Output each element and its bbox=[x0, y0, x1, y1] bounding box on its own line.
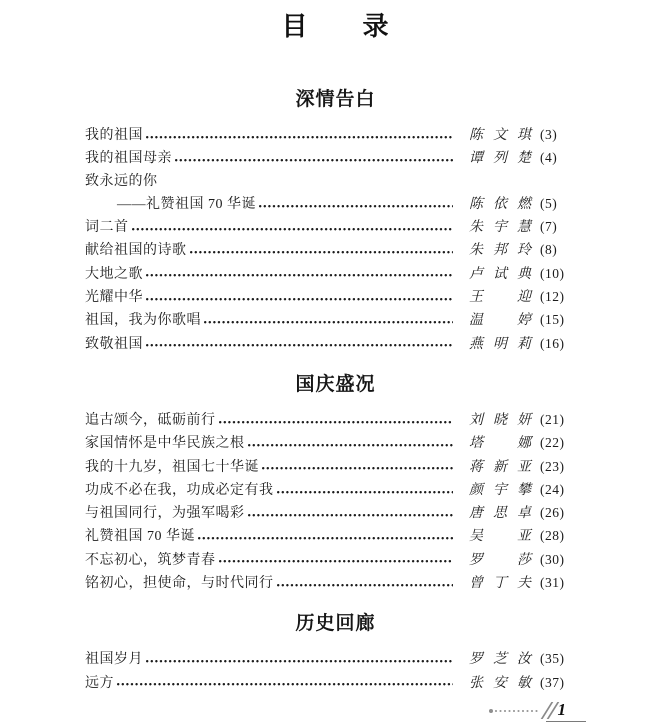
toc-entry bbox=[85, 171, 586, 193]
entry-page-number: (37) bbox=[540, 674, 565, 690]
entry-page-number: (3) bbox=[540, 127, 558, 142]
entry-author: 温婷 bbox=[469, 313, 531, 329]
dot-leader bbox=[204, 314, 453, 328]
toc-entry bbox=[85, 432, 586, 455]
toc-entry bbox=[85, 216, 586, 239]
entry-page-number: (21) bbox=[540, 411, 565, 427]
dot-leader bbox=[248, 507, 454, 521]
toc-entry bbox=[85, 549, 586, 572]
entry-title: 家国情怀是中华民族之根 bbox=[85, 436, 245, 452]
dot-leader bbox=[146, 653, 453, 667]
toc-entry bbox=[85, 263, 586, 286]
page-title: 目 录 bbox=[281, 12, 390, 41]
entry-title: 大地之歌 bbox=[85, 266, 143, 282]
entry-title: 光耀中华 bbox=[85, 290, 143, 306]
entry-title: 礼赞祖国 70 华诞 bbox=[85, 529, 195, 545]
toc-entry bbox=[85, 672, 586, 695]
entry-page-number: (28) bbox=[540, 528, 565, 544]
toc-section bbox=[85, 88, 586, 356]
footer-dotted-line bbox=[495, 709, 539, 713]
dot-leader bbox=[146, 267, 453, 281]
dot-leader bbox=[198, 530, 453, 544]
toc-entry bbox=[85, 648, 586, 671]
entry-author: 吴亚 bbox=[469, 529, 531, 545]
dot-leader bbox=[132, 221, 454, 235]
entry-page-number: (8) bbox=[540, 242, 558, 258]
footer-dot-icon bbox=[489, 709, 493, 713]
toc-entry bbox=[85, 193, 586, 216]
entry-author: 蒋新亚 bbox=[469, 459, 531, 475]
entry-title: 我的祖国母亲 bbox=[85, 151, 172, 167]
toc-entry bbox=[85, 479, 586, 502]
dot-leader bbox=[219, 553, 454, 567]
entry-page-number: (5) bbox=[540, 195, 558, 211]
toc-entry bbox=[85, 147, 586, 170]
entry-title: 与祖国同行，为强军喝彩 bbox=[85, 506, 245, 522]
folio-page-number: 1 bbox=[546, 700, 587, 722]
entry-author: 陈依燃 bbox=[469, 196, 531, 212]
toc-entry bbox=[85, 572, 586, 595]
dot-leader bbox=[277, 484, 454, 498]
entry-author: 颜宇攀 bbox=[469, 482, 531, 498]
entry-title: 祖国岁月 bbox=[85, 652, 143, 668]
dot-leader bbox=[190, 244, 454, 258]
entry-title: 致敬祖国 bbox=[85, 336, 143, 352]
entry-page-number: (26) bbox=[540, 505, 565, 521]
section-heading: 深情告白 bbox=[295, 89, 376, 110]
entry-title: 致永远的你 bbox=[85, 173, 158, 189]
toc-entry bbox=[85, 409, 586, 432]
entry-title: 我的祖国 bbox=[85, 128, 143, 143]
toc-section bbox=[85, 373, 586, 595]
entry-page-number: (31) bbox=[540, 575, 565, 591]
entry-title: 我的十九岁，祖国七十华诞 bbox=[85, 459, 259, 475]
toc-entry bbox=[85, 239, 586, 262]
entry-page-number: (4) bbox=[540, 150, 558, 166]
entry-page-number: (35) bbox=[540, 651, 565, 667]
toc-entry bbox=[85, 456, 586, 479]
entry-page-number: (16) bbox=[540, 335, 565, 351]
dot-leader bbox=[117, 676, 453, 690]
toc-entry bbox=[85, 309, 586, 332]
entry-author: 王迎 bbox=[469, 290, 531, 306]
entry-author: 朱宇慧 bbox=[469, 220, 531, 236]
entry-page-number: (22) bbox=[540, 435, 565, 451]
dot-leader bbox=[175, 152, 453, 166]
entry-author: 刘晓妍 bbox=[469, 412, 531, 428]
entry-title: 功成不必在我，功成必定有我 bbox=[85, 482, 274, 498]
dot-leader bbox=[262, 460, 453, 474]
toc-entry bbox=[85, 333, 586, 356]
entry-author: 燕明莉 bbox=[469, 336, 531, 352]
toc-entry bbox=[85, 124, 586, 147]
dot-leader bbox=[146, 337, 453, 351]
entry-title: ——礼赞祖国 70 华诞 bbox=[117, 196, 256, 212]
toc-section bbox=[85, 612, 586, 695]
toc-entry bbox=[85, 286, 586, 309]
entry-page-number: (10) bbox=[540, 265, 565, 281]
toc-entry bbox=[85, 525, 586, 548]
dot-leader bbox=[219, 414, 454, 428]
page-footer bbox=[85, 698, 586, 724]
entry-page-number: (7) bbox=[540, 219, 558, 235]
dot-leader bbox=[277, 577, 454, 591]
entry-title: 献给祖国的诗歌 bbox=[85, 243, 187, 259]
dot-leader bbox=[146, 291, 453, 305]
entry-author: 曾丁夫 bbox=[469, 576, 531, 592]
dot-leader bbox=[248, 437, 454, 451]
dot-leader bbox=[146, 129, 453, 143]
entry-author: 卢试典 bbox=[469, 266, 531, 282]
entry-page-number: (23) bbox=[540, 458, 565, 474]
entry-title: 追古颂今，砥砺前行 bbox=[85, 412, 216, 428]
entry-title: 祖国，我为你歌唱 bbox=[85, 313, 201, 329]
entry-author: 塔娜 bbox=[469, 436, 531, 452]
entry-title: 不忘初心，筑梦青春 bbox=[85, 552, 216, 568]
entry-author: 陈文琪 bbox=[469, 128, 531, 143]
entry-page-number: (24) bbox=[540, 481, 565, 497]
entry-page-number: (15) bbox=[540, 312, 565, 328]
entry-title: 铭初心，担使命，与时代同行 bbox=[85, 576, 274, 592]
entry-author: 罗莎 bbox=[469, 552, 531, 568]
entry-title: 远方 bbox=[85, 675, 114, 691]
entry-author: 朱邦玲 bbox=[469, 243, 531, 259]
entry-author: 张安敏 bbox=[469, 675, 531, 691]
entry-page-number: (12) bbox=[540, 289, 565, 305]
section-heading: 国庆盛况 bbox=[295, 373, 376, 395]
entry-author: 谭列楚 bbox=[469, 151, 531, 167]
entry-title: 词二首 bbox=[85, 220, 129, 236]
entry-page-number: (30) bbox=[540, 551, 565, 567]
toc-entry bbox=[85, 502, 586, 525]
section-heading: 历史回廊 bbox=[295, 613, 376, 635]
toc bbox=[85, 88, 586, 695]
dot-leader bbox=[259, 198, 453, 212]
entry-author: 罗芝汝 bbox=[469, 652, 531, 668]
entry-author: 唐思卓 bbox=[469, 506, 531, 522]
